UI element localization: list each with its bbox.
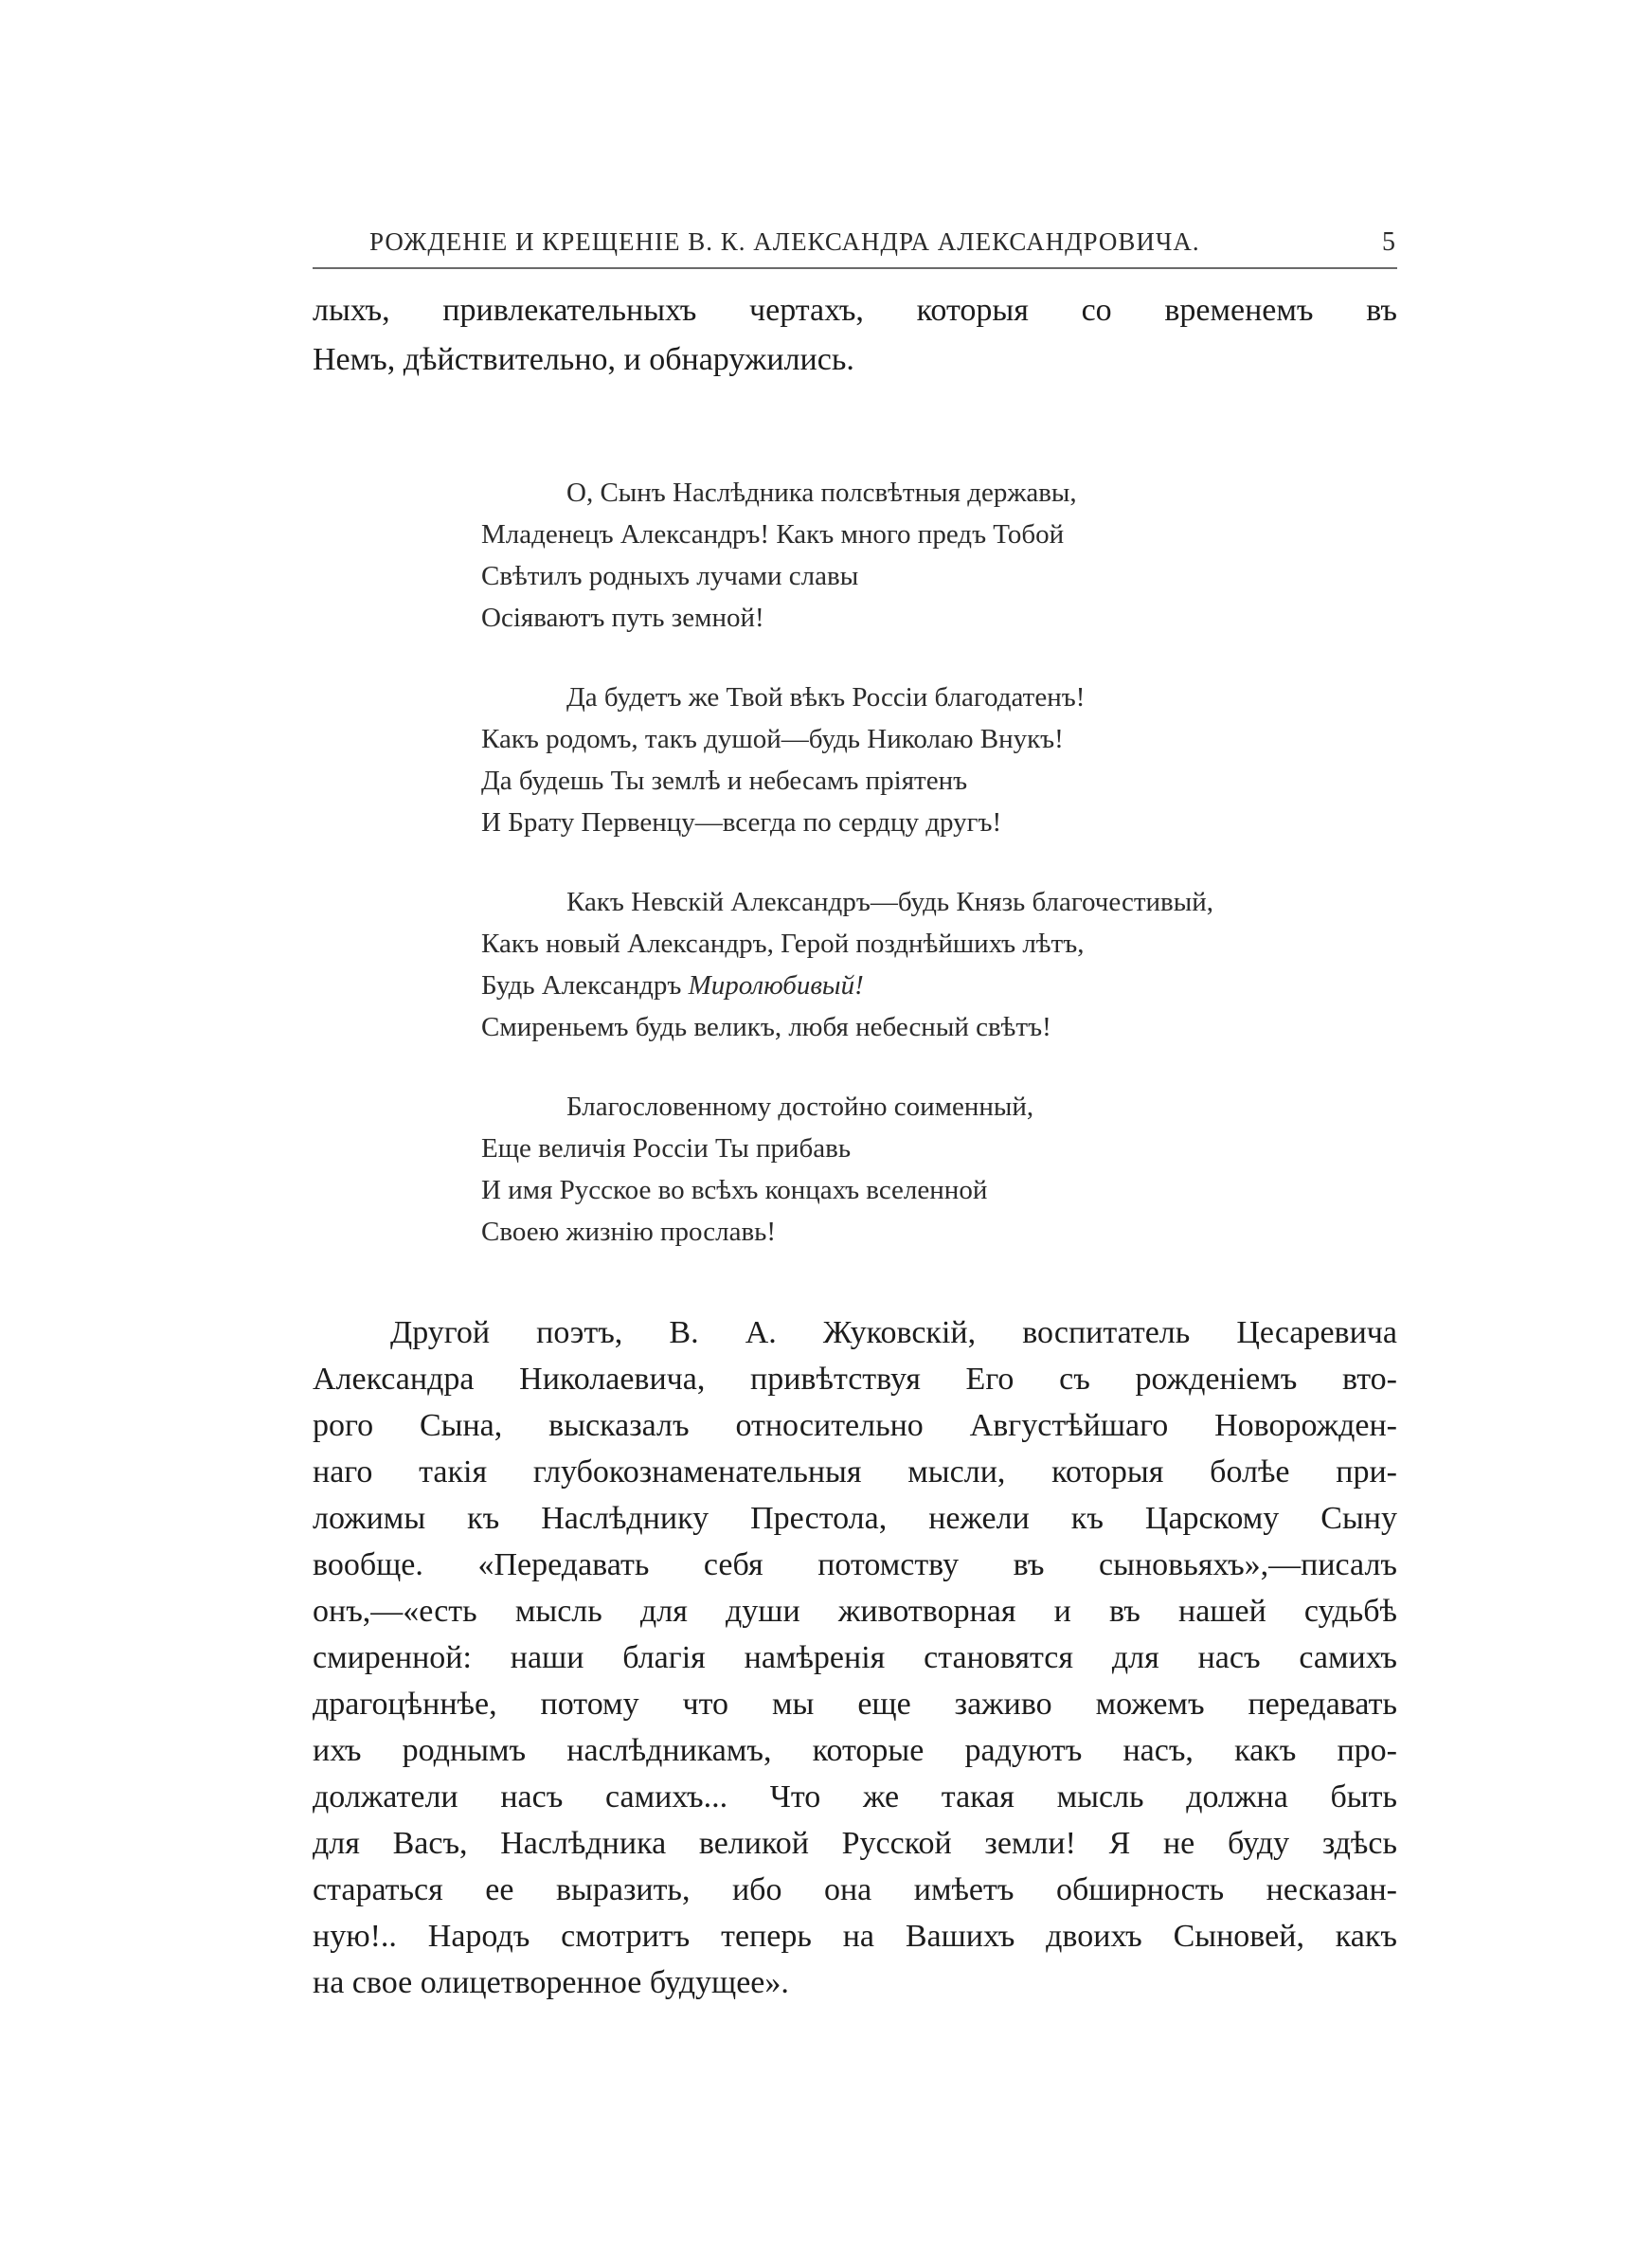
body-paragraph [313,1309,1397,2006]
body-line: для Васъ, Наслѣдника великой Русской земли! Я не буду здѣсь [313,1826,1397,1861]
body-line: ложимы къ Наслѣднику Престола, нежели къ Царскому Сыну [313,1501,1397,1536]
poem-line: Какъ Невскій Александръ—будь Князь благочестивый, [566,887,1213,917]
body-line: Другой поэтъ, В. А. Жуковскій, воспитатель Цесаревича [390,1315,1397,1350]
poem-line: И имя Русское во всѣхъ концахъ вселенной [481,1175,988,1205]
poem-line: Да будешь Ты землѣ и небесамъ пріятенъ [481,766,968,796]
poem-stanza-4 [481,1086,1397,1253]
poem-emphasis: Миролюбивый! [688,970,864,1001]
poem-line: Да будетъ же Твой вѣкъ Россіи благодатенъ! [566,682,1086,713]
lead-paragraph [313,286,1397,385]
running-header [313,227,1397,269]
poem-line: Младенецъ Александръ! Какъ много предъ Тобой [481,519,1065,550]
body-line: Александра Николаевича, привѣтствуя Его съ рожденіемъ вто- [313,1362,1397,1397]
poem-line: Осіяваютъ путь земной! [481,603,764,633]
book-page [313,227,1397,2006]
poem-line: Смиреньемъ будь великъ, любя небесный свѣтъ! [481,1012,1051,1042]
poem-stanza-2 [481,677,1397,843]
poem-line: Еще величія Россіи Ты прибавь [481,1133,852,1164]
lead-line-1: лыхъ, привлекательныхъ чертахъ, которыя со временемъ въ [313,293,1397,328]
poem-stanza-1 [481,472,1397,639]
poem-line [481,965,1397,1006]
body-line: наго такія глубокознаменательныя мысли, которыя болѣе при- [313,1454,1397,1490]
poem-line: Благословенному достойно соименный, [566,1092,1034,1122]
body-line: ную!.. Народъ смотритъ теперь на Вашихъ двоихъ Сыновей, какъ [313,1919,1397,1954]
body-line: стараться ее выразить, ибо она имѣетъ обширность несказан- [313,1872,1397,1907]
poem-line: О, Сынъ Наслѣдника полсвѣтныя державы, [566,478,1077,508]
running-title: РОЖДЕНІЕ И КРЕЩЕНІЕ В. К. АЛЕКСАНДРА АЛЕКСАНДРОВИЧА. [369,227,1200,256]
poem-stanza-3 [481,881,1397,1048]
lead-line-2: Немъ, дѣйствительно, и обнаружились. [313,342,854,377]
poem [481,472,1397,1253]
body-line: рого Сына, высказалъ относительно Августѣйшаго Новорожден- [313,1408,1397,1443]
body-line: должатели насъ самихъ... Что же такая мысль должна быть [313,1779,1397,1815]
page-number: 5 [1382,227,1395,257]
poem-line-start: Будь Александръ [481,970,689,1001]
body-line: смиренной: наши благія намѣренія становятся для насъ самихъ [313,1640,1397,1675]
body-line: драгоцѣннѣе, потому что мы еще заживо можемъ передавать [313,1687,1397,1722]
poem-line: Какъ новый Александръ, Герой позднѣйшихъ лѣтъ, [481,929,1085,959]
body-line: онъ,—«есть мысль для души животворная и въ нашей судьбѣ [313,1594,1397,1629]
poem-line: Какъ родомъ, такъ душой—будь Николаю Внукъ! [481,724,1064,754]
body-line: ихъ роднымъ наслѣдникамъ, которые радуютъ насъ, какъ про- [313,1733,1397,1768]
poem-line: И Брату Первенцу—всегда по сердцу другъ! [481,807,1002,838]
poem-line: Свѣтилъ родныхъ лучами славы [481,561,859,591]
body-line: на свое олицетворенное будущее». [313,1965,789,2000]
body-line: вообще. «Передавать себя потомству въ сыновьяхъ»,—писалъ [313,1547,1397,1582]
poem-line: Своею жизнію прославь! [481,1217,777,1247]
